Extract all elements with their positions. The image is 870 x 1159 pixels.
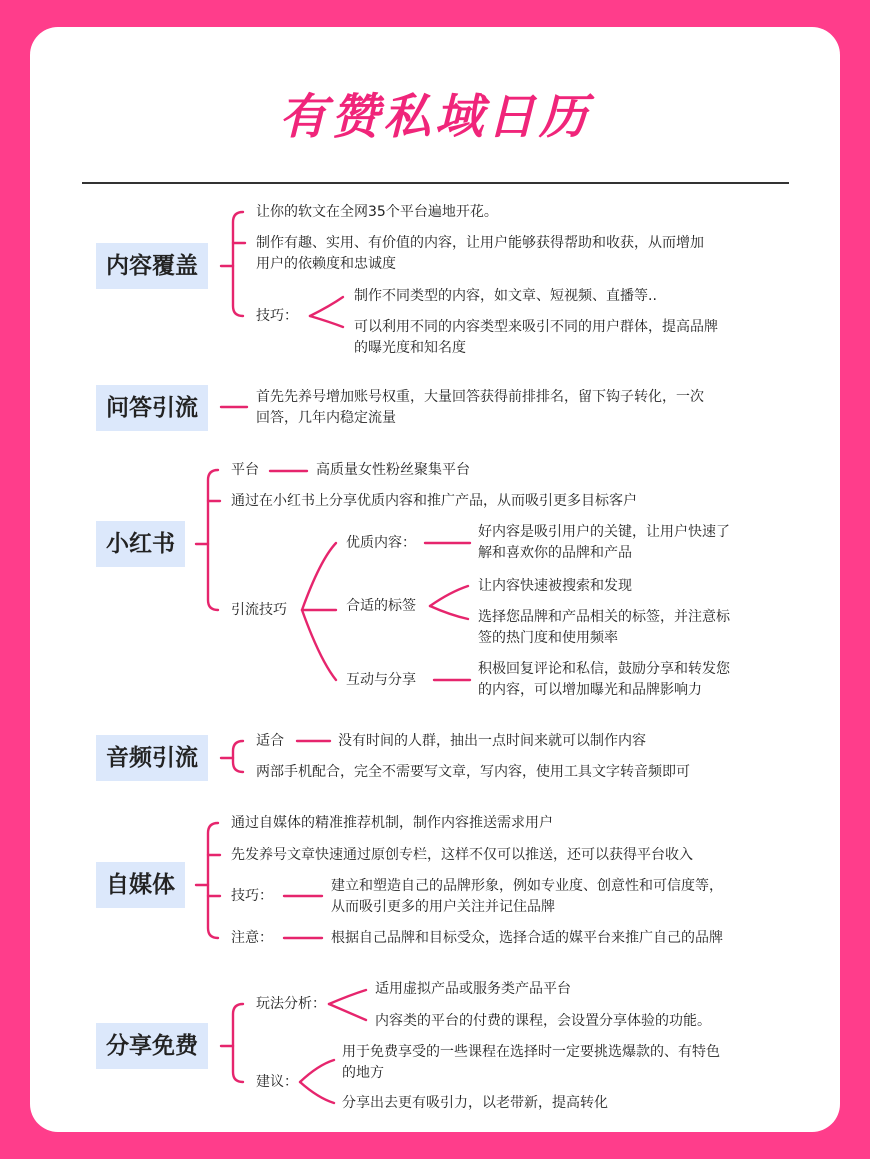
category-content-coverage: 内容覆盖 <box>96 243 208 289</box>
xhs-quality-line-1: 好内容是吸引用户的关键，让用户快速了 <box>478 524 730 540</box>
xhs-description: 通过在小红书上分享优质内容和推广产品，从而吸引更多目标客户 <box>231 493 637 509</box>
content-tip-2-cont: 的曝光度和知名度 <box>354 340 466 356</box>
qa-line-1: 首先先养号增加账号权重，大量回答获得前排排名，留下钩子转化，一次 <box>256 389 704 405</box>
category-self-media: 自媒体 <box>96 862 185 908</box>
share-play-item-1: 适用虚拟产品或服务类产品平台 <box>375 981 571 997</box>
share-advice-label: 建议： <box>256 1074 298 1090</box>
share-advice-line-2: 分享出去更有吸引力，以老带新，提高转化 <box>342 1095 608 1111</box>
audio-line-2: 两部手机配合，完全不需要写文章，写内容，使用工具文字转音频即可 <box>256 764 690 780</box>
category-qa-traffic: 问答引流 <box>96 385 208 431</box>
xhs-quality-label: 优质内容： <box>346 535 416 551</box>
qa-line-2: 回答，几年内稳定流量 <box>256 410 396 426</box>
media-line-1: 通过自媒体的精准推荐机制，制作内容推送需求用户 <box>231 815 553 831</box>
xhs-tags-item-1: 让内容快速被搜索和发现 <box>478 578 632 594</box>
xhs-platform-value: 高质量女性粉丝聚集平台 <box>316 462 470 478</box>
media-tips-line-2: 从而吸引更多的用户关注并记住品牌 <box>331 899 555 915</box>
xhs-tags-label: 合适的标签 <box>346 598 416 614</box>
xhs-tags-item-2: 选择您品牌和产品相关的标签，并注意标 <box>478 609 730 625</box>
category-audio-traffic: 音频引流 <box>96 735 208 781</box>
content-tip-1: 制作不同类型的内容，如文章、短视频、直播等.. <box>354 288 657 304</box>
media-tips-line-1: 建立和塑造自己的品牌形象，例如专业度、创意性和可信度等， <box>331 878 723 894</box>
content-tip-2: 可以利用不同的内容类型来吸引不同的用户群体，提高品牌 <box>354 319 718 335</box>
share-advice-line-1-cont: 的地方 <box>342 1065 384 1081</box>
media-note-label: 注意： <box>231 930 273 946</box>
share-play-item-2: 内容类的平台的付费的课程，会设置分享体验的功能。 <box>375 1013 711 1029</box>
xhs-interact-line-1: 积极回复评论和私信，鼓励分享和转发您 <box>478 661 730 677</box>
xhs-interact-label: 互动与分享 <box>346 672 416 688</box>
share-play-label: 玩法分析： <box>256 996 326 1012</box>
xhs-tags-item-2-cont: 签的热门度和使用频率 <box>478 630 618 646</box>
content-item-2: 制作有趣、实用、有价值的内容，让用户能够获得帮助和收获，从而增加 <box>256 235 704 251</box>
xhs-quality-line-2: 解和喜欢你的品牌和产品 <box>478 545 632 561</box>
audio-fit-value: 没有时间的人群，抽出一点时间来就可以制作内容 <box>338 733 646 749</box>
category-xiaohongshu: 小红书 <box>96 521 185 567</box>
xhs-tips-label: 引流技巧 <box>231 602 287 618</box>
share-advice-line-1: 用于免费享受的一些课程在选择时一定要挑选爆款的、有特色 <box>342 1044 720 1060</box>
content-tips-label: 技巧： <box>256 308 298 324</box>
media-note-value: 根据自己品牌和目标受众，选择合适的媒平台来推广自己的品牌 <box>331 930 723 946</box>
audio-fit-label: 适合 <box>256 733 284 749</box>
media-line-2: 先发养号文章快速通过原创专栏，这样不仅可以推送，还可以获得平台收入 <box>231 847 693 863</box>
xhs-platform-label: 平台 <box>231 462 259 478</box>
media-tips-label: 技巧： <box>231 888 273 904</box>
category-share-free: 分享免费 <box>96 1023 208 1069</box>
page-title: 有赞私域日历 <box>278 89 591 145</box>
xhs-interact-line-2: 的内容，可以增加曝光和品牌影响力 <box>478 682 702 698</box>
content-item-2-cont: 用户的依赖度和忠诚度 <box>256 256 396 272</box>
content-item-1: 让你的软文在全网35个平台遍地开花。 <box>256 204 498 220</box>
